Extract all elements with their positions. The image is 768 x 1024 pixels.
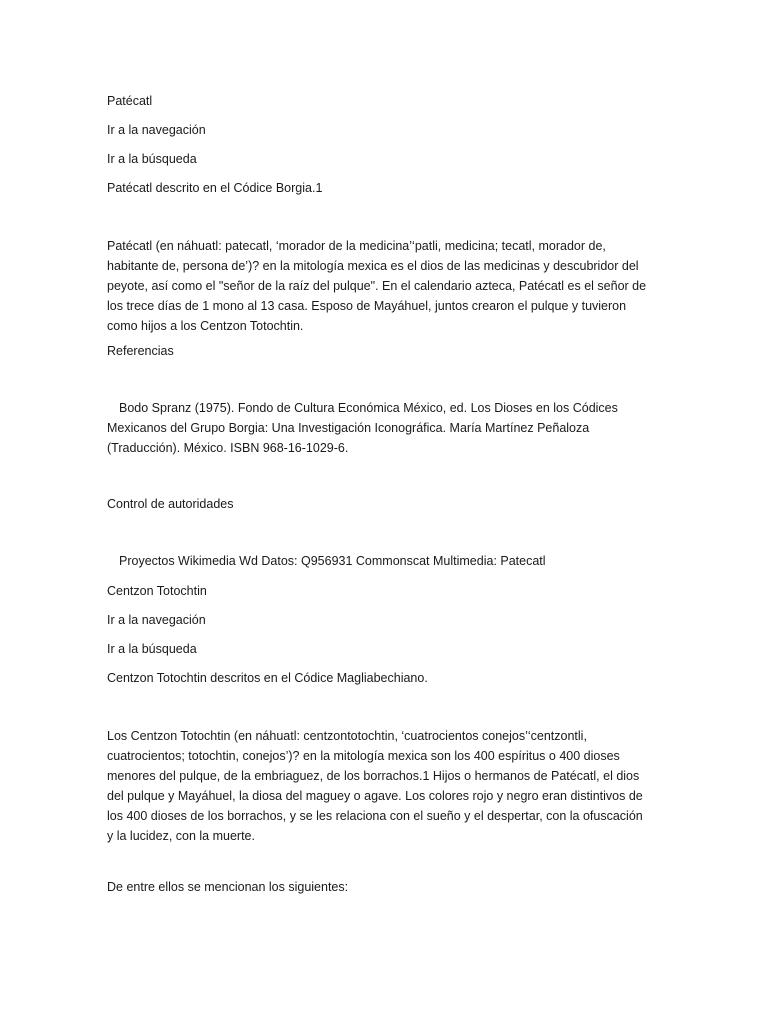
authority-control-line: Proyectos Wikimedia Wd Datos: Q956931 Commonscat Multimedia: Patecatl [119, 554, 546, 568]
nav-link-2: Ir a la navegación [107, 613, 206, 627]
image-caption-2: Centzon Totochtin descritos en el Códice Magliabechiano. [107, 671, 428, 685]
paragraph-patecatl: Patécatl (en náhuatl: patecatl, ‘morador de la medicina’‘patli, medicina; tecatl, morador de, habitante de, persona de’)? en la mitología mexica es el dios de las medicinas y descubridor del peyote, así como el "señor de la raíz del pulque". En el calendario azteca, Patécatl es el señor de los trece días de 1 mono al 13 casa. Esposo de Mayáhuel, juntos crearon el pulque y tuvieron como hijos a los Centzon Totochtin. [107, 239, 647, 333]
image-caption-1: Patécatl descrito en el Códice Borgia.1 [107, 181, 323, 195]
list-intro: De entre ellos se mencionan los siguientes: [107, 880, 349, 894]
authority-control-heading: Control de autoridades [107, 497, 234, 511]
search-link-1: Ir a la búsqueda [107, 152, 197, 166]
search-link-2: Ir a la búsqueda [107, 642, 197, 656]
article-title-centzon: Centzon Totochtin [107, 584, 207, 598]
references-heading: Referencias [107, 344, 174, 358]
article-title-patecatl: Patécatl [107, 94, 153, 108]
nav-link-1: Ir a la navegación [107, 123, 206, 137]
paragraph-centzon: Los Centzon Totochtin (en náhuatl: centzontotochtin, ‘cuatrocientos conejos’‘centzontli, cuatrocientos; totochtin, conejos’)? en la mitología mexica son los 400 espíritus o 400 dioses menores del pulque, de la embriaguez, de los borrachos.1 Hijos o hermanos de Patécatl, el dios del pulque y Mayáhuel, la diosa del maguey o agave. Los colores rojo y negro eran distintivos de los 400 dioses de los borrachos, y se les relaciona con el sueño y el despertar, con la ofuscación y la lucidez, con la muerte. [107, 729, 643, 843]
reference-item: Bodo Spranz (1975). Fondo de Cultura Económica México, ed. Los Dioses en los Códices Mexicanos del Grupo Borgia: Una Investigación Iconográfica. María Martínez Peñaloza (Traducción). México. ISBN 968-16-1029-6. [107, 401, 618, 455]
